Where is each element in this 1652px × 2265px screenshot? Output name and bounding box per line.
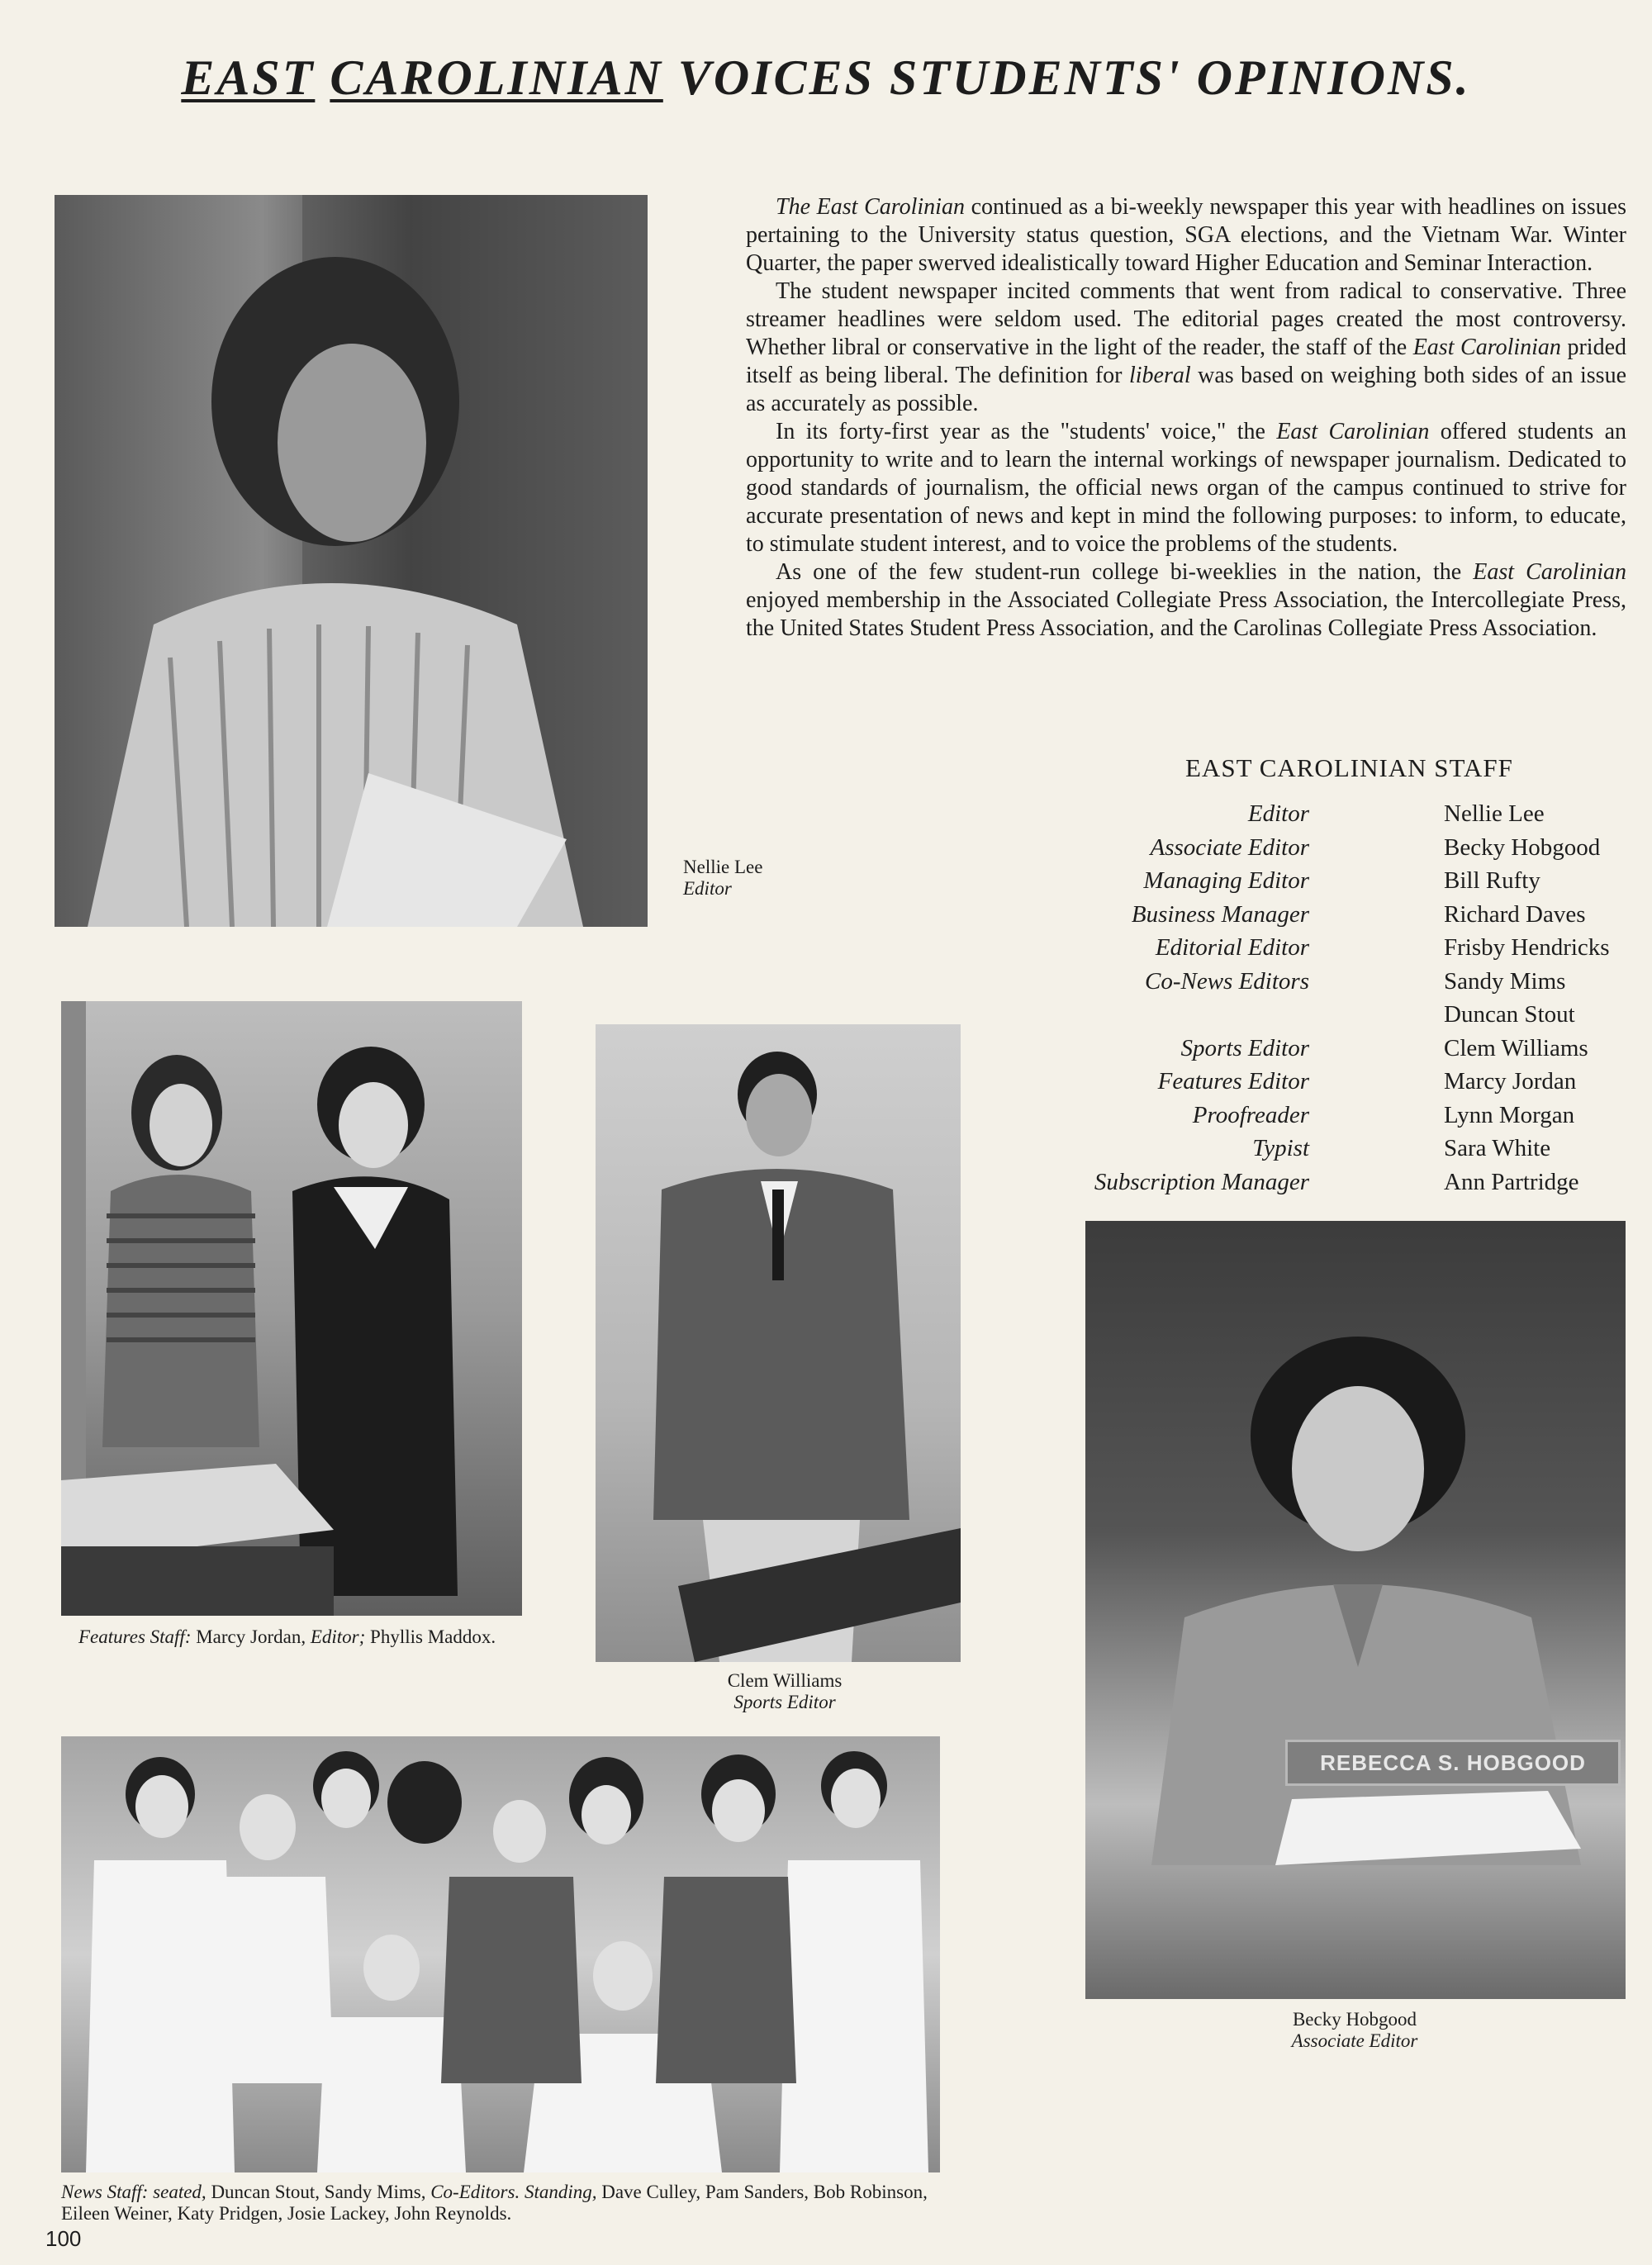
staff-name: Marcy Jordan — [1444, 1068, 1577, 1095]
caption-features-name2: Phyllis Maddox. — [370, 1626, 496, 1647]
staff-role: Subscription Manager — [1094, 1168, 1309, 1195]
staff-name: Richard Daves — [1444, 900, 1586, 928]
article-paragraph-4 — [746, 558, 1626, 643]
caption-nellie-role: Editor — [683, 878, 732, 899]
staff-role: Sports Editor — [1180, 1034, 1309, 1061]
caption-features-name1: Marcy Jordan, — [196, 1626, 306, 1647]
caption-becky — [1239, 2009, 1470, 2052]
staff-role: Features Editor — [1157, 1068, 1309, 1095]
staff-list-title: EAST CAROLINIAN STAFF — [1185, 753, 1513, 782]
staff-role: Managing Editor — [1143, 867, 1309, 894]
newspaper-title: East Carolinian — [1276, 419, 1430, 444]
staff-roles-column — [983, 797, 1309, 1199]
staff-name: Sara White — [1444, 1135, 1551, 1161]
caption-news-label: News Staff: — [61, 2182, 149, 2202]
article-text: As one of the few student-run college bi-weeklies in the nation, the — [776, 559, 1462, 585]
staff-role: Proofreader — [1192, 1101, 1309, 1128]
staff-role: Editorial Editor — [1155, 934, 1309, 961]
caption-nellie-name: Nellie Lee — [683, 857, 763, 877]
article-paragraph-3 — [746, 418, 1626, 558]
article-text: enjoyed membership in the Associated Collegiate Press Association, the Intercollegiate Press, the United States Student Press Association, and the Carolinas Collegiate Press Association. — [746, 587, 1626, 641]
caption-becky-role: Associate Editor — [1291, 2030, 1418, 2051]
article-text: In its forty-first year as the "students' voice," the — [776, 419, 1265, 444]
staff-name: Nellie Lee — [1444, 800, 1545, 827]
staff-name: Lynn Morgan — [1444, 1101, 1575, 1128]
staff-name: Bill Rufty — [1444, 867, 1540, 894]
caption-becky-name: Becky Hobgood — [1292, 2009, 1417, 2030]
staff-name: Becky Hobgood — [1444, 833, 1601, 861]
headline-carolinian: CAROLINIAN — [330, 50, 663, 105]
photo-becky-hobgood — [1085, 1221, 1626, 1999]
caption-features-role1: Editor; — [310, 1626, 366, 1647]
photo-nellie-lee — [55, 195, 648, 927]
caption-nellie — [683, 857, 848, 900]
staff-role: Editor — [1247, 800, 1309, 827]
staff-role: Co-News Editors — [1145, 967, 1309, 995]
staff-name: Ann Partridge — [1444, 1168, 1579, 1195]
photo-features-staff — [61, 1001, 522, 1616]
caption-news-seated: seated, — [153, 2182, 206, 2202]
article-text: was based on weighing both sides of an issue as accurately as possible. — [746, 363, 1626, 416]
staff-name: Frisby Hendricks — [1444, 934, 1610, 961]
caption-features-label: Features Staff: — [78, 1626, 192, 1647]
caption-clem-role: Sports Editor — [733, 1692, 836, 1712]
staff-name: Clem Williams — [1444, 1034, 1588, 1061]
headline-rest: VOICES STUDENTS' OPINIONS. — [677, 50, 1471, 105]
staff-name: Sandy Mims — [1444, 967, 1566, 995]
article-text: continued as a bi-weekly newspaper this year with headlines on issues pertaining to the University status question, SGA elections, and the Vietnam War. Winter Quarter, the paper swerved idealistically toward Higher Education and Seminar Interaction. — [746, 194, 1626, 276]
caption-clem — [694, 1670, 876, 1713]
page-number: 100 — [45, 2226, 82, 2251]
staff-role: Business Manager — [1131, 900, 1309, 928]
newspaper-title: The East Carolinian — [776, 194, 965, 220]
article-paragraph-2 — [746, 278, 1626, 418]
caption-news-coeditors: Co-Editors. — [430, 2182, 520, 2202]
article-text: offered students an opportunity to write and to learn the internal workings of newspaper journalism. Dedicated to good standards of journalism, the official news organ of the campus continued to strive for accurate presentation of news and kept in mind the following purposes: to inform, to educate, to stimulate student interest, and to voice the problems of the students. — [746, 419, 1627, 557]
photo-clem-williams — [596, 1024, 961, 1662]
photo-news-staff — [61, 1736, 940, 2172]
staff-names-column — [1444, 797, 1650, 1199]
nameplate: REBECCA S. HOBGOOD — [1285, 1740, 1621, 1786]
article-body — [746, 193, 1626, 643]
newspaper-title: East Carolinian — [1473, 559, 1626, 585]
emphasis-liberal: liberal — [1128, 363, 1191, 388]
headline-east: EAST — [181, 50, 316, 105]
caption-clem-name: Clem Williams — [727, 1670, 843, 1691]
staff-role: Associate Editor — [1150, 833, 1309, 861]
staff-role: Typist — [1252, 1135, 1309, 1161]
caption-news-seated-names: Duncan Stout, Sandy Mims, — [211, 2182, 426, 2202]
caption-news-standing-names: Dave Culley, Pam Sanders, Bob Robinson, Eileen Weiner, Katy Pridgen, Josie Lackey, John Reynolds. — [61, 2182, 928, 2224]
newspaper-title: East Carolinian — [1412, 335, 1561, 360]
staff-name: Duncan Stout — [1444, 1001, 1575, 1028]
article-text: prided itself as being liberal. The definition for — [746, 335, 1627, 388]
caption-news-staff — [61, 2182, 945, 2225]
caption-features-staff — [78, 1626, 541, 1648]
article-paragraph-1 — [746, 193, 1626, 278]
page-headline — [0, 50, 1652, 107]
article-text: The student newspaper incited comments that went from radical to conservative. Three streamer headlines were seldom used. The editorial pages created the most controversy. Whether libral or conservative in the light of the reader, the staff of the — [746, 278, 1626, 360]
caption-news-standing: Standing, — [524, 2182, 597, 2202]
staff-role — [983, 998, 1309, 1032]
